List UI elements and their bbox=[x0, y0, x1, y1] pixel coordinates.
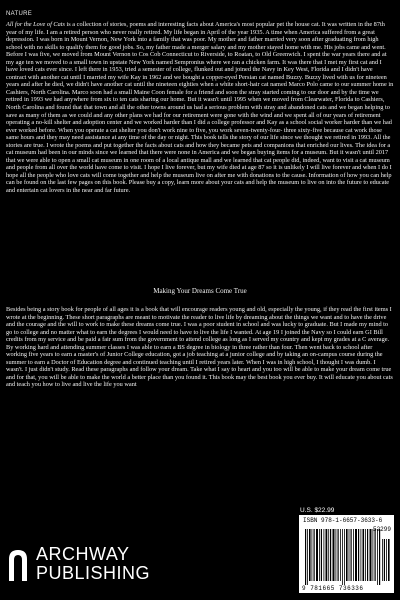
publisher-logo bbox=[6, 545, 150, 583]
intro-body: is a collection of stories, poems and interesting facts about America's most popular pet the house cat. It was written in the 87th year of my life. I am a retired person who never really retired. My life began in April of the year 1935. A time when America suffered from a great depression. I was born in Mount Vernon, New York into a family that was poor. My mother and father married very soon after graduating from high school with no skills to qualify them for good jobs. So, my father made a merger salary and my mother stayed home with me. His jobs came and went. Before I was five, we moved from Mount Vernon to Cos Cob Connecticut to Riverside, to Roatan, to Old Greenwich. I spent the war years there and at my age ten we moved to a small town in upstate New York named Sempronius where we ran a chicken farm. It was there that I met my first cat and I have loved cats ever since. I left there in 1953, tried a semester of college, flunked out and joined the Navy in Key West, Florida and I didn't have contract with another cat until I married my wife Kay in 1962 and we bought a copper-eyed Persian cat named Buzzy. Buzzy lived with us for nineteen years and after he died, we didn't have another cat until the nineteen eighties when a white short-hair cat named Marco Polo came to our summer home in Cashiers, North Carolina. Marco soon had a small Maine Coon female for a friend and soon the stray started coming to our door and by the time we retired in 1993 we had anywhere from six to ten cats sharing our home. But it wasn't until 1995 when we moved from Clearwater, Florida to Cashiers, North Carolina and found that that town and all the other towns around us had a serious problem with stray and abandoned cats and we began helping to save as many of them as we could and any other plans we had for our retirement were gone with the wind and we spent all of our years of retirement operating a no-kill shelter and adoption center and we worked harder than I did a college professor and Kay as a school social worker harder than we had ever worked before. When you operate a cat shelter you don't work nine to five, you work seven-twenty-four- three sixty-five because cat work those same hours and they may need assistance at any time of the day or night. This book tells the story of our life since we thought we retired in 1993. All the stories are true. I wrote the poems and put together the facts about cats and how they became pets and companions that enriched our lives. The idea for a cat museum had been in our minds since we learned that there were none in America and we began buying items for a museum. But it wasn't until 2017 that we were able to open a small cat museum in one room of a local antique mall and we learned that cat people did, indeed, want to visit a cat museum and people from all over the world have come to visit. I hope I live forever, but my wife died at age 87 so it is unlikely I will live forever and when I do I hope all the people who love cats will come together and help the museum live on after me with donations to the cause. Information of how you can help can be found on the last few pages on this book. Please buy a copy, learn more about your cats and help the museum to live on into the future to educate and entertain cat lovers in the near and far future. bbox=[6, 21, 394, 195]
book-title: All for the Love of Cats bbox=[6, 21, 65, 28]
price-label: U.S. $22.99 bbox=[300, 507, 335, 514]
barcode-digits: 9 781665 736336 bbox=[302, 585, 364, 592]
barcode-icon bbox=[303, 525, 391, 585]
publisher-name-line2: PUBLISHING bbox=[36, 563, 151, 583]
barcode-block bbox=[299, 515, 394, 593]
publisher-name-line1: ARCHWAY bbox=[36, 544, 130, 564]
section-heading: Making Your Dreams Come True bbox=[153, 287, 247, 295]
price-code: 52299 bbox=[372, 526, 391, 533]
category-label: NATURE bbox=[6, 11, 33, 17]
dreams-paragraph: Besides being a story book for people of all ages it is a book that will encourage readers young and old, especially the young, if they read the first items I wrote at the beginning. These short paragraphs are meant to motivate the reader to live life by dreaming about the things we want and to have the drive and the courage and the will to work to make these dreams come true. I was a poor student in school and was lucky to graduate. But I made my mind to go to college and no matter what to earn the degrees I would need to have to live the life I wanted. At age 19 I joined the Navy so I could earn GI Bill credits from my service and be paid a fair sum from the government to attend college as long as I served my country and kept my grades at a C average. By working hard and attending summer classes I was able to earn a BS degree in biology in three rather than four. Then went back to school after working five years to earn a master's of Junior College education, got a job teaching at a junior college and by taking an on-campus course during the summer to earn a Doctor of Education degree and continued teaching until I retired years later. When I was in high school, I thought I was dumb. I wasn't. I just didn't study. Read these paragraphs and follow your dream. Take what I say to heart and you too will be able to make your dream come true and for that, you will be able to make the world a better place than you found it. This book may the best book you ever buy. It will educate you about cats and teach you how to live and live the life you want bbox=[6, 306, 393, 389]
intro-paragraph bbox=[6, 21, 394, 195]
isbn-text: ISBN 978-1-6657-3633-6 bbox=[303, 517, 383, 524]
archway-logo-icon bbox=[6, 547, 30, 581]
